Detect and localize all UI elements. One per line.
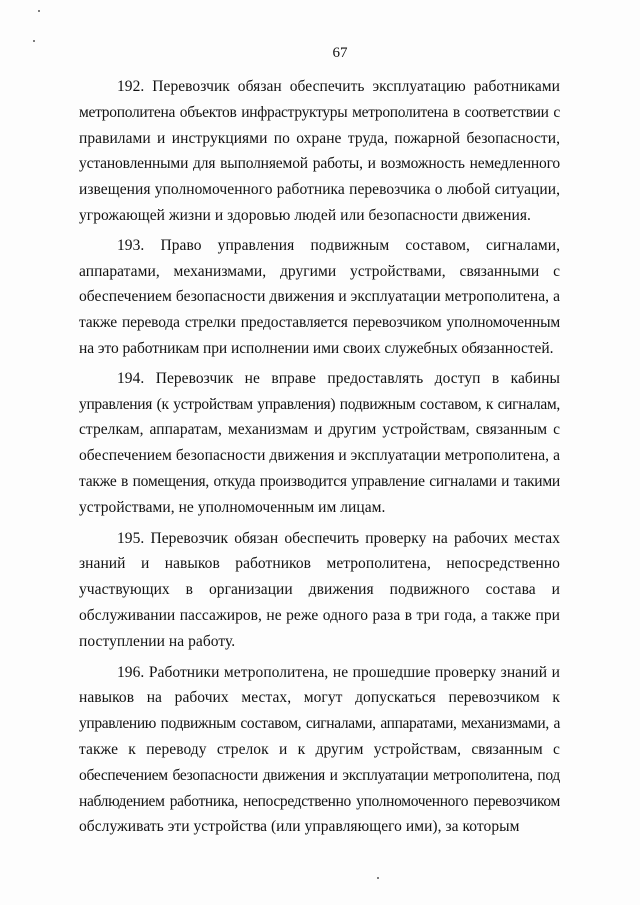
scan-speck (33, 40, 35, 42)
paragraph (79, 366, 560, 521)
text-line: обеспечением безопасности движения и эксплуатации метрополитена, а (79, 288, 560, 306)
text-line: наблюдением работника, непосредственно уполномоченного перевозчиком (79, 792, 560, 810)
text-line: правилами и инструкциями по охране труда, пожарной безопасности, (79, 129, 560, 147)
text-line: устройствами, не уполномоченным им лицам. (79, 498, 386, 516)
text-line: управления (к устройствам управления) подвижным составом, к сигналам, (79, 395, 560, 413)
text-line: угрожающей жизни и здоровью людей или безопасности движения. (79, 206, 531, 224)
paragraph (79, 233, 560, 362)
text-line: также к переводу стрелок и к другим устройствам, связанным с (79, 740, 560, 758)
text-line: навыков на рабочих местах, могут допускаться перевозчиком к (79, 689, 560, 707)
text-line: знаний и навыков работников метрополитена, непосредственно (79, 555, 560, 573)
text-line: 196. Работники метрополитена, не прошедшие проверку знаний и (117, 663, 560, 681)
paragraph (79, 74, 560, 229)
text-line: установленными для выполняемой работы, и возможность немедленного (79, 155, 560, 173)
scan-speck (377, 877, 379, 879)
text-line: также перевода стрелки предоставляется перевозчиком уполномоченным (79, 314, 560, 332)
text-line: 195. Перевозчик обязан обеспечить проверку на рабочих местах (117, 529, 560, 547)
text-line: метрополитена объектов инфраструктуры метрополитена в соответствии с (79, 103, 560, 121)
text-line: участвующих в организации движения подвижного состава и (79, 581, 560, 599)
text-line: стрелкам, аппаратам, механизмам и другим устройствам, связанным с (79, 421, 560, 439)
text-line: 194. Перевозчик не вправе предоставлять доступ в кабины (117, 369, 560, 387)
paragraph (79, 526, 560, 655)
text-line: аппаратами, механизмами, другими устройствами, связанными с (79, 262, 560, 280)
text-line: на это работникам при исполнении ими своих служебных обязанностей. (79, 339, 554, 357)
text-line: также в помещения, откуда производится управление сигналами и такими (79, 472, 560, 490)
text-line: управлению подвижным составом, сигналами, аппаратами, механизмами, а (79, 715, 560, 733)
text-line: 193. Право управления подвижным составом, сигналами, (117, 236, 560, 254)
text-line: извещения уполномоченного работника перевозчика о любой ситуации, (79, 181, 560, 199)
text-line: 192. Перевозчик обязан обеспечить эксплуатацию работниками (117, 78, 560, 95)
document-body (79, 74, 560, 840)
text-line: обеспечением безопасности движения и эксплуатации метрополитена, а (79, 447, 560, 465)
paragraph (79, 660, 560, 841)
scan-speck (38, 10, 40, 12)
text-line: обслуживании пассажиров, не реже одного раза в три года, а также при (79, 606, 560, 624)
text-line: обслуживать эти устройства (или управляющего ими), за которым (79, 818, 520, 836)
page-number: 67 (332, 45, 348, 61)
text-line: поступлении на работу. (79, 632, 236, 650)
text-line: обеспечением безопасности движения и эксплуатации метрополитена, под (79, 766, 560, 784)
